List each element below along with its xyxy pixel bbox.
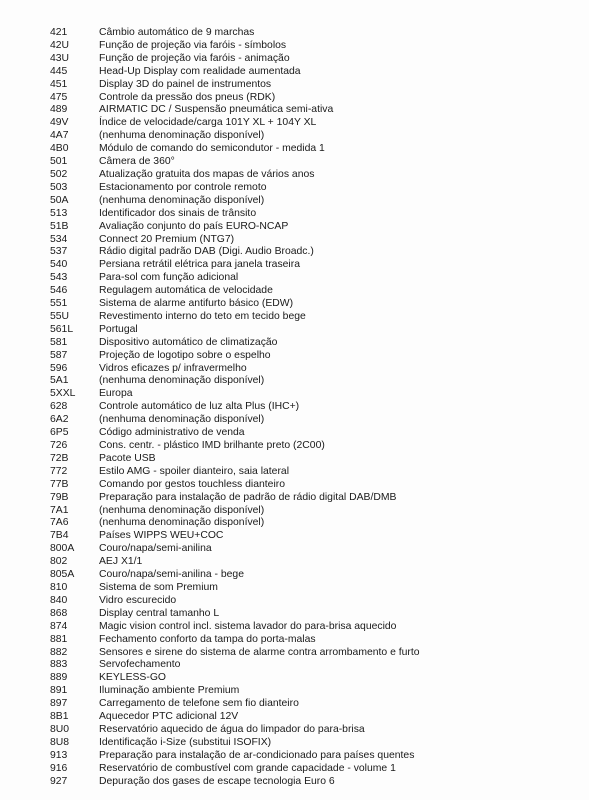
option-row xyxy=(0,130,589,143)
option-description: Display 3D do painel de instrumentos xyxy=(99,78,272,90)
option-description: (nenhuma denominação disponível) xyxy=(99,517,265,529)
option-description: Controle da pressão dos pneus (RDK) xyxy=(99,91,276,103)
option-description: Reservatório de combustível com grande capacidade - volume 1 xyxy=(99,762,396,774)
option-row xyxy=(0,556,589,569)
option-row xyxy=(0,698,589,711)
option-code: 587 xyxy=(50,349,68,361)
option-description: Pacote USB xyxy=(99,452,156,464)
option-description: Magic vision control incl. sistema lavador do para-brisa aquecido xyxy=(99,620,397,632)
option-description: Preparação para instalação de padrão de rádio digital DAB/DMB xyxy=(99,491,397,503)
option-code: 628 xyxy=(50,401,68,413)
option-description: Revestimento interno do teto em tecido bege xyxy=(99,310,306,322)
option-row xyxy=(0,530,589,543)
option-code: 927 xyxy=(50,775,68,787)
option-code: 7B4 xyxy=(50,530,69,542)
option-description: Câmera de 360° xyxy=(99,156,175,168)
option-code: 6P5 xyxy=(50,427,69,439)
option-row xyxy=(0,182,589,195)
option-code: 7A6 xyxy=(50,517,69,529)
option-description: Carregamento de telefone sem fio dianteiro xyxy=(99,698,299,710)
option-description: Módulo de comando do semicondutor - medida 1 xyxy=(99,143,325,155)
option-description: Para-sol com função adicional xyxy=(99,272,239,284)
option-code: 6A2 xyxy=(50,414,69,426)
option-code-list xyxy=(0,27,589,788)
option-row xyxy=(0,737,589,750)
option-row xyxy=(0,92,589,105)
option-row xyxy=(0,208,589,221)
option-code: 4B0 xyxy=(50,143,69,155)
option-row xyxy=(0,427,589,440)
option-code: 50A xyxy=(50,194,69,206)
option-code: 445 xyxy=(50,65,68,77)
option-code: 726 xyxy=(50,440,68,451)
option-row xyxy=(0,388,589,401)
option-row xyxy=(0,285,589,298)
option-row xyxy=(0,337,589,350)
option-code: 543 xyxy=(50,272,68,284)
option-description: Sistema de alarme antifurto básico (EDW) xyxy=(99,298,294,310)
option-row xyxy=(0,104,589,117)
option-row xyxy=(0,27,589,40)
option-row xyxy=(0,298,589,311)
option-code: 5XXL xyxy=(50,388,76,400)
option-code: 8U8 xyxy=(50,736,70,748)
option-row xyxy=(0,53,589,66)
option-row xyxy=(0,543,589,556)
option-description: Depuração dos gases de escape tecnologia Euro 6 xyxy=(99,775,335,787)
option-description: Índice de velocidade/carga 101Y XL + 104Y XL xyxy=(99,117,317,129)
option-description: Identificação i-Size (substitui ISOFIX) xyxy=(99,736,272,748)
option-code: 43U xyxy=(50,52,70,64)
option-description: Cons. centr. - plástico IMD brilhante preto (2C00) xyxy=(99,440,325,451)
option-row xyxy=(0,479,589,492)
option-row xyxy=(0,350,589,363)
option-code: 451 xyxy=(50,78,68,90)
option-code: 475 xyxy=(50,91,68,103)
option-row xyxy=(0,79,589,92)
option-code: 7A1 xyxy=(50,504,69,516)
option-code: 881 xyxy=(50,633,68,645)
option-row xyxy=(0,685,589,698)
option-code: 501 xyxy=(50,156,68,168)
option-code: 513 xyxy=(50,207,68,219)
option-code: 8B1 xyxy=(50,711,69,723)
option-row xyxy=(0,672,589,685)
option-description: Vidros eficazes p/ infravermelho xyxy=(99,362,247,374)
option-code: 79B xyxy=(50,491,69,503)
option-row xyxy=(0,634,589,647)
option-description: Função de projeção via faróis - símbolos xyxy=(99,39,287,51)
option-row xyxy=(0,492,589,505)
option-code: 51B xyxy=(50,220,69,232)
option-row xyxy=(0,143,589,156)
option-row xyxy=(0,659,589,672)
option-row xyxy=(0,750,589,763)
option-description: Dispositivo automático de climatização xyxy=(99,336,278,348)
option-description: Rádio digital padrão DAB (Digi. Audio Broadc.) xyxy=(99,246,314,258)
option-code: 805A xyxy=(50,569,75,581)
option-description: Europa xyxy=(99,388,133,400)
option-row xyxy=(0,505,589,518)
option-row xyxy=(0,711,589,724)
option-code: 889 xyxy=(50,672,68,684)
option-description: Código administrativo de venda xyxy=(99,427,245,439)
option-row xyxy=(0,414,589,427)
option-description: (nenhuma denominação disponível) xyxy=(99,130,265,142)
option-row xyxy=(0,66,589,79)
option-code: 802 xyxy=(50,556,68,568)
option-description: AIRMATIC DC / Suspensão pneumática semi-ativa xyxy=(99,104,334,116)
option-code: 421 xyxy=(50,27,68,38)
option-row xyxy=(0,595,589,608)
option-row xyxy=(0,569,589,582)
option-row xyxy=(0,311,589,324)
option-row xyxy=(0,195,589,208)
option-code: 891 xyxy=(50,685,68,697)
option-code: 546 xyxy=(50,285,68,297)
option-code: 502 xyxy=(50,168,68,180)
option-code: 4A7 xyxy=(50,130,69,142)
option-description: Servofechamento xyxy=(99,659,181,671)
option-description: Câmbio automático de 9 marchas xyxy=(99,27,255,38)
option-row xyxy=(0,272,589,285)
option-row xyxy=(0,259,589,272)
option-description: Fechamento conforto da tampa do porta-malas xyxy=(99,633,316,645)
option-row xyxy=(0,363,589,376)
option-row xyxy=(0,40,589,53)
option-description: Couro/napa/semi-anilina - bege xyxy=(99,569,244,581)
option-description: Vidro escurecido xyxy=(99,594,177,606)
option-row xyxy=(0,440,589,453)
option-code: 883 xyxy=(50,659,68,671)
option-row xyxy=(0,453,589,466)
option-description: Persiana retrátil elétrica para janela traseira xyxy=(99,259,300,271)
option-code: 913 xyxy=(50,749,68,761)
option-code: 897 xyxy=(50,698,68,710)
option-description: Couro/napa/semi-anilina xyxy=(99,543,212,555)
option-description: (nenhuma denominação disponível) xyxy=(99,375,265,387)
option-description: Países WIPPS WEU+COC xyxy=(99,530,224,542)
option-code: 561L xyxy=(50,323,74,335)
option-row xyxy=(0,517,589,530)
option-description: Sensores e sirene do sistema de alarme contra arrombamento e furto xyxy=(99,646,420,658)
option-code: 772 xyxy=(50,465,68,477)
option-row xyxy=(0,234,589,247)
option-code: 72B xyxy=(50,452,69,464)
option-description: (nenhuma denominação disponível) xyxy=(99,504,265,516)
option-code: 540 xyxy=(50,259,68,271)
option-row xyxy=(0,324,589,337)
option-row xyxy=(0,647,589,660)
option-description: Função de projeção via faróis - animação xyxy=(99,52,290,64)
option-row xyxy=(0,763,589,776)
option-code: 596 xyxy=(50,362,68,374)
option-description: Aquecedor PTC adicional 12V xyxy=(99,711,239,723)
option-code: 42U xyxy=(50,39,70,51)
option-code: 77B xyxy=(50,478,69,490)
option-description: Projeção de logotipo sobre o espelho xyxy=(99,349,271,361)
option-description: Regulagem automática de velocidade xyxy=(99,285,273,297)
option-code: 581 xyxy=(50,336,68,348)
option-row xyxy=(0,724,589,737)
option-description: Controle automático de luz alta Plus (IHC+) xyxy=(99,401,300,413)
option-description: AEJ X1/1 xyxy=(99,556,143,568)
option-description: Identificador dos sinais de trânsito xyxy=(99,207,257,219)
option-description: (nenhuma denominação disponível) xyxy=(99,194,265,206)
option-code: 489 xyxy=(50,104,68,116)
option-row xyxy=(0,621,589,634)
option-description: Portugal xyxy=(99,323,138,335)
option-description: Reservatório aquecido de água do limpador do para-brisa xyxy=(99,723,365,735)
option-code: 551 xyxy=(50,298,68,310)
option-row xyxy=(0,582,589,595)
option-description: KEYLESS-GO xyxy=(99,672,166,684)
option-description: Iluminação ambiente Premium xyxy=(99,685,240,697)
option-code: 810 xyxy=(50,581,68,593)
option-row xyxy=(0,156,589,169)
option-code: 49V xyxy=(50,117,69,129)
option-row xyxy=(0,221,589,234)
option-code: 537 xyxy=(50,246,68,258)
option-row xyxy=(0,246,589,259)
option-description: Avaliação conjunto do país EURO-NCAP xyxy=(99,220,289,232)
option-description: Sistema de som Premium xyxy=(99,581,218,593)
option-code: 868 xyxy=(50,607,68,619)
option-row xyxy=(0,608,589,621)
option-code: 916 xyxy=(50,762,68,774)
option-description: Comando por gestos touchless dianteiro xyxy=(99,478,285,490)
option-code: 534 xyxy=(50,233,68,245)
option-description: Preparação para instalação de ar-condicionado para países quentes xyxy=(99,749,415,761)
option-code: 55U xyxy=(50,310,70,322)
option-row xyxy=(0,169,589,182)
option-code: 8U0 xyxy=(50,723,70,735)
option-row xyxy=(0,776,589,789)
option-description: Atualização gratuita dos mapas de vários anos xyxy=(99,168,315,180)
option-code: 503 xyxy=(50,181,68,193)
option-code: 882 xyxy=(50,646,68,658)
option-row xyxy=(0,466,589,479)
option-code: 5A1 xyxy=(50,375,69,387)
option-description: Estacionamento por controle remoto xyxy=(99,181,267,193)
option-row xyxy=(0,375,589,388)
option-code: 840 xyxy=(50,594,68,606)
option-row xyxy=(0,401,589,414)
option-description: Estilo AMG - spoiler dianteiro, saia lateral xyxy=(99,465,289,477)
option-description: (nenhuma denominação disponível) xyxy=(99,414,265,426)
option-description: Display central tamanho L xyxy=(99,607,220,619)
option-row xyxy=(0,117,589,130)
option-description: Connect 20 Premium (NTG7) xyxy=(99,233,235,245)
option-description: Head-Up Display com realidade aumentada xyxy=(99,65,301,77)
option-code: 800A xyxy=(50,543,75,555)
option-code: 874 xyxy=(50,620,68,632)
